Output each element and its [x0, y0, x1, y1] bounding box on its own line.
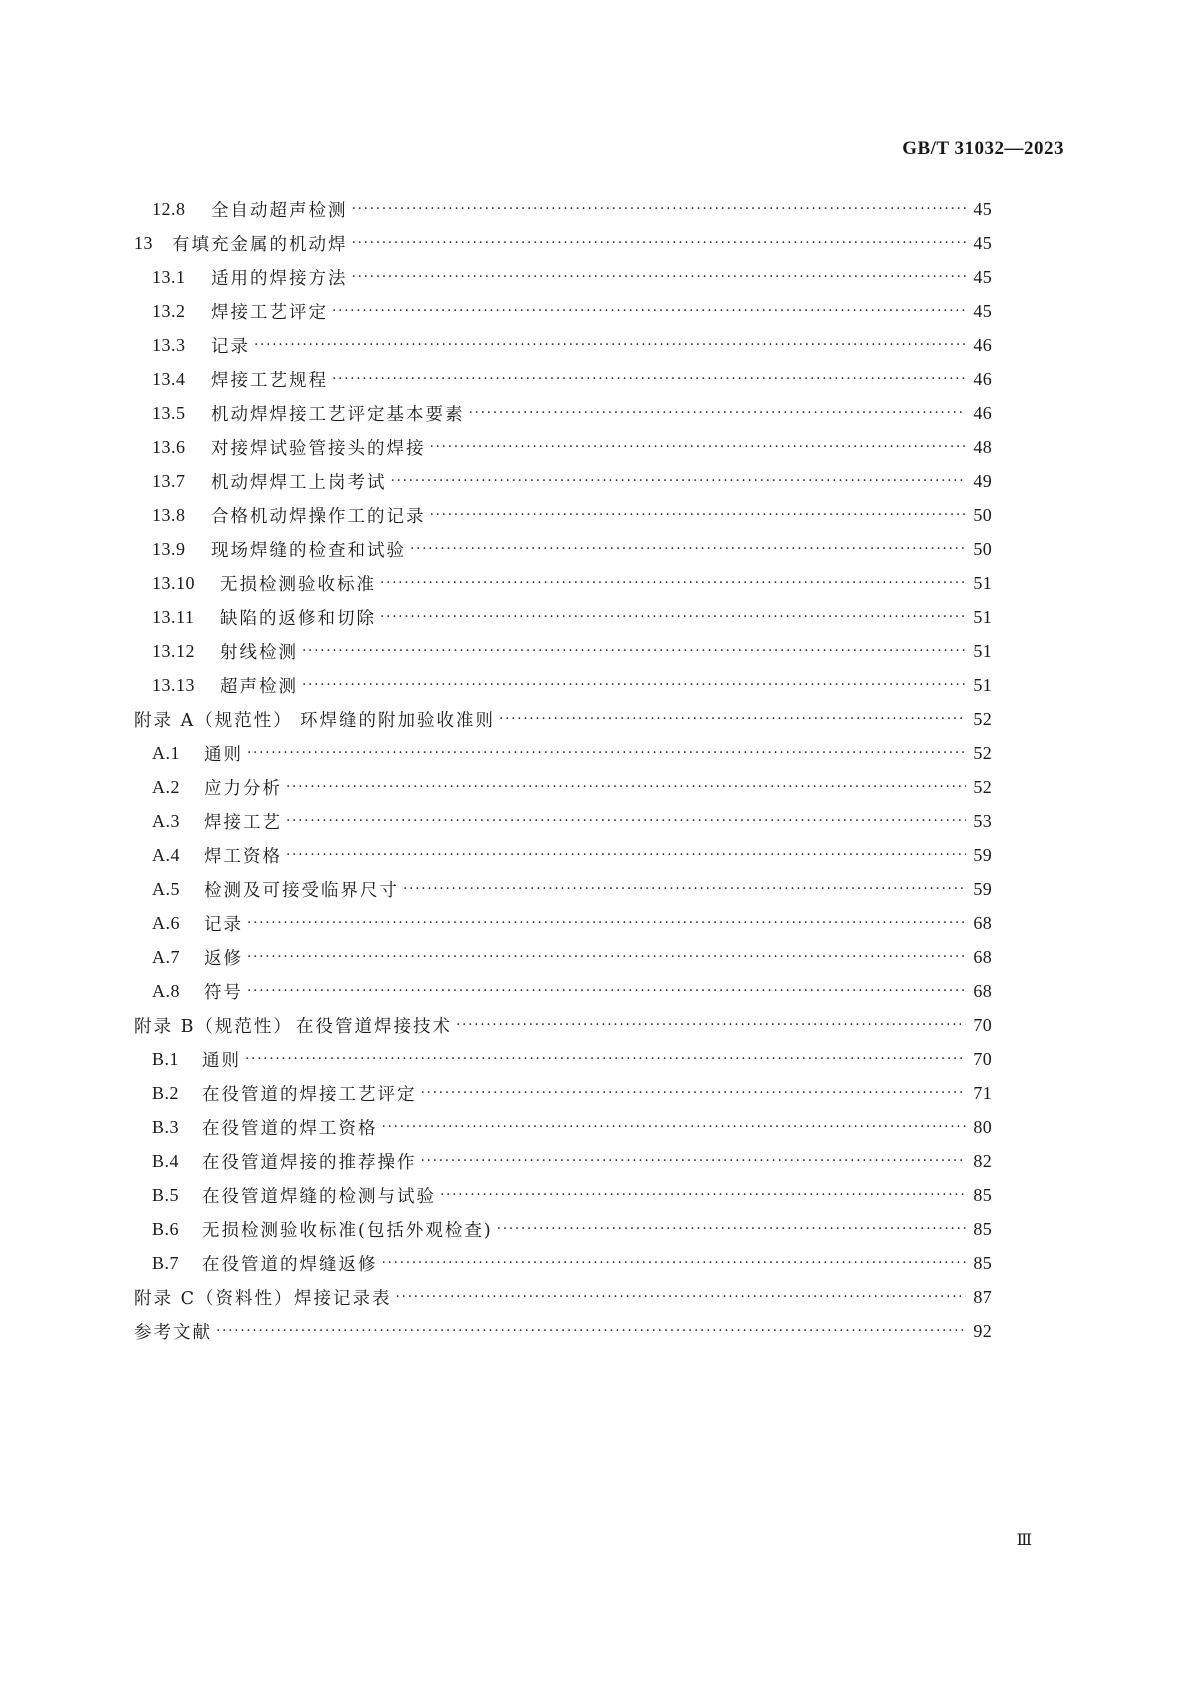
toc-entry[interactable]	[152, 1075, 992, 1111]
toc-references-entry[interactable]	[134, 1313, 992, 1349]
dot-leader	[410, 539, 966, 559]
toc-entry-page: 52	[973, 776, 992, 797]
dot-leader	[286, 811, 966, 831]
toc-entry-number: A.4	[152, 844, 180, 865]
dot-leader	[456, 1015, 966, 1035]
toc-entry-title: 在役管道的焊缝返修	[202, 1254, 378, 1275]
toc-appendix-entry[interactable]	[134, 701, 992, 737]
toc-entry-page: 46	[973, 334, 992, 355]
toc-entry-page: 49	[973, 470, 992, 491]
toc-entry-page: 59	[973, 844, 992, 865]
toc-entry-page: 50	[973, 504, 992, 525]
toc-entry-number: 13.9	[152, 538, 186, 559]
dot-leader	[380, 573, 966, 593]
toc-entry-page: 51	[973, 640, 992, 661]
toc-entry-title: 焊接工艺	[204, 812, 282, 833]
toc-entry-title: 超声检测	[220, 676, 298, 697]
toc-entry-page: 85	[973, 1252, 992, 1273]
toc-entry-number: B.1	[152, 1048, 180, 1069]
toc-entry-title: 射线检测	[220, 642, 298, 663]
toc-entry[interactable]	[152, 973, 992, 1009]
toc-entry-title: 在役管道的焊接工艺评定	[202, 1084, 417, 1105]
toc-entry-number: 13.5	[152, 402, 186, 423]
toc-entry-number: B.5	[152, 1184, 180, 1205]
toc-entry-title: 现场焊缝的检查和试验	[211, 540, 406, 561]
toc-entry-title: 对接焊试验管接头的焊接	[211, 438, 426, 459]
toc-entry-page: 71	[973, 1082, 992, 1103]
toc-entry-page: 52	[973, 742, 992, 763]
dot-leader	[391, 471, 967, 491]
toc-entry-page: 85	[973, 1218, 992, 1239]
dot-leader	[430, 505, 967, 525]
toc-entry-number: A.7	[152, 946, 180, 967]
toc-entry-number: 附录 B（规范性）	[134, 1016, 293, 1037]
dot-leader	[396, 1287, 967, 1307]
toc-entry[interactable]	[152, 1211, 992, 1247]
toc-entry-page: 85	[973, 1184, 992, 1205]
dot-leader	[421, 1151, 967, 1171]
toc-entry-title: 无损检测验收标准	[220, 574, 376, 595]
toc-entry-number: 13.2	[152, 300, 186, 321]
toc-entry-number: B.6	[152, 1218, 180, 1239]
toc-entry-number: B.3	[152, 1116, 180, 1137]
toc-entry-title: 焊工资格	[204, 846, 282, 867]
toc-entry-title: 应力分析	[204, 778, 282, 799]
toc-entry-number: 附录 A（规范性）	[134, 710, 293, 731]
toc-entry-number: A.5	[152, 878, 180, 899]
toc-entry[interactable]	[152, 327, 992, 363]
toc-entry-page: 70	[973, 1014, 992, 1035]
toc-entry[interactable]	[152, 259, 992, 295]
toc-entry-page: 68	[973, 912, 992, 933]
toc-entry-page: 70	[973, 1048, 992, 1069]
toc-entry[interactable]	[152, 429, 992, 465]
dot-leader	[286, 845, 966, 865]
toc-entry[interactable]	[152, 1177, 992, 1213]
toc-entry[interactable]	[152, 1143, 992, 1179]
toc-entry-page: 51	[973, 572, 992, 593]
toc-entry-title: 通则	[202, 1050, 241, 1071]
toc-entry-title: 在役管道的焊工资格	[202, 1118, 378, 1139]
toc-entry[interactable]	[152, 837, 992, 873]
toc-entry[interactable]	[152, 667, 992, 703]
dot-leader	[302, 675, 966, 695]
dot-leader	[286, 777, 966, 797]
toc-entry-page: 46	[973, 368, 992, 389]
toc-entry[interactable]	[152, 735, 992, 771]
toc-entry[interactable]	[152, 633, 992, 669]
toc-entry-number: A.3	[152, 810, 180, 831]
toc-entry-page: 50	[973, 538, 992, 559]
dot-leader	[499, 709, 966, 729]
toc-entry-title: 焊接记录表	[294, 1288, 392, 1309]
dot-leader	[352, 267, 967, 287]
toc-entry-number: 13.1	[152, 266, 186, 287]
toc-entry-page: 51	[973, 606, 992, 627]
toc-entry-title: 无损检测验收标准(包括外观检查)	[202, 1220, 493, 1241]
toc-entry-title: 合格机动焊操作工的记录	[211, 506, 426, 527]
dot-leader	[421, 1083, 967, 1103]
toc-entry-page: 48	[973, 436, 992, 457]
dot-leader	[497, 1219, 966, 1239]
dot-leader	[245, 1049, 966, 1069]
toc-entry[interactable]	[134, 225, 992, 261]
toc-entry[interactable]	[152, 293, 992, 329]
toc-entry-page: 45	[973, 266, 992, 287]
dot-leader	[247, 743, 966, 763]
toc-entry-title: 检测及可接受临界尺寸	[204, 880, 399, 901]
toc-entry-title: 符号	[204, 982, 243, 1003]
toc-entry[interactable]	[152, 769, 992, 805]
toc-entry-title: 全自动超声检测	[211, 200, 348, 221]
toc-entry-number: 13.4	[152, 368, 186, 389]
dot-leader	[302, 641, 966, 661]
toc-appendix-entry[interactable]	[134, 1279, 992, 1315]
toc-entry[interactable]	[152, 599, 992, 635]
toc-entry-number: B.2	[152, 1082, 180, 1103]
toc-entry-number: 13.7	[152, 470, 186, 491]
dot-leader	[382, 1253, 967, 1273]
toc-entry-page: 80	[973, 1116, 992, 1137]
dot-leader	[332, 369, 966, 389]
dot-leader	[382, 1117, 967, 1137]
toc-entry[interactable]	[152, 939, 992, 975]
toc-entry[interactable]	[152, 497, 992, 533]
toc-entry-title: 焊接工艺评定	[211, 302, 328, 323]
toc-entry-number: A.8	[152, 980, 180, 1001]
toc-entry[interactable]	[152, 395, 992, 431]
toc-entry-title: 在役管道焊接的推荐操作	[202, 1152, 417, 1173]
toc-entry-number: A.1	[152, 742, 180, 763]
toc-entry[interactable]	[152, 565, 992, 601]
toc-entry-title: 机动焊焊接工艺评定基本要素	[211, 404, 465, 425]
toc-entry[interactable]	[152, 905, 992, 941]
toc-entry-number: 13.11	[152, 606, 195, 627]
toc-entry[interactable]	[152, 1245, 992, 1281]
toc-entry-number: A.6	[152, 912, 180, 933]
toc-entry-title: 记录	[211, 336, 250, 357]
toc-entry[interactable]	[152, 463, 992, 499]
toc-entry-title: 焊接工艺规程	[211, 370, 328, 391]
toc-entry-title: 在役管道焊缝的检测与试验	[202, 1186, 436, 1207]
dot-leader	[247, 981, 966, 1001]
toc-entry-page: 92	[973, 1320, 992, 1341]
page-number: Ⅲ	[1016, 1532, 1033, 1549]
toc-entry-page: 52	[973, 708, 992, 729]
toc-entry-title: 通则	[204, 744, 243, 765]
toc-entry-number: B.4	[152, 1150, 180, 1171]
toc-entry-number: A.2	[152, 776, 180, 797]
toc-entry[interactable]	[152, 191, 992, 227]
toc-entry-title: 有填充金属的机动焊	[172, 234, 348, 255]
toc-entry-page: 45	[973, 300, 992, 321]
toc-entry-title: 机动焊焊工上岗考试	[211, 472, 387, 493]
toc-entry-page: 45	[973, 198, 992, 219]
toc-entry-page: 59	[973, 878, 992, 899]
toc-entry-title: 返修	[204, 948, 243, 969]
toc-entry-page: 45	[973, 232, 992, 253]
dot-leader	[352, 233, 967, 253]
standard-number: GB/T 31032—2023	[902, 138, 1064, 159]
toc-entry-page: 53	[973, 810, 992, 831]
toc-entry-title: 环焊缝的附加验收准则	[300, 710, 495, 731]
toc-entry-page: 51	[973, 674, 992, 695]
toc-entry-number: 附录 C（资料性）	[134, 1288, 294, 1309]
toc-entry-title: 缺陷的返修和切除	[220, 608, 376, 629]
dot-leader	[247, 913, 966, 933]
dot-leader	[430, 437, 967, 457]
toc-entry[interactable]	[152, 871, 992, 907]
dot-leader	[469, 403, 967, 423]
toc-entry-title: 适用的焊接方法	[211, 268, 348, 289]
toc-entry[interactable]	[152, 1041, 992, 1077]
toc-entry-number: 13.12	[152, 640, 195, 661]
dot-leader	[254, 335, 966, 355]
toc-entry-title: 记录	[204, 914, 243, 935]
dot-leader	[440, 1185, 966, 1205]
toc-entry-number: 13.8	[152, 504, 186, 525]
dot-leader	[352, 199, 967, 219]
toc-entry-title: 在役管道焊接技术	[296, 1016, 452, 1037]
toc-entry-number: 13.10	[152, 572, 195, 593]
toc-entry-number: 13.6	[152, 436, 186, 457]
dot-leader	[380, 607, 966, 627]
toc-entry-page: 82	[973, 1150, 992, 1171]
toc-entry-page: 68	[973, 980, 992, 1001]
toc-appendix-entry[interactable]	[134, 1007, 992, 1043]
toc-entry-page: 68	[973, 946, 992, 967]
dot-leader	[403, 879, 966, 899]
toc-entry[interactable]	[152, 803, 992, 839]
dot-leader	[247, 947, 966, 967]
toc-entry[interactable]	[152, 531, 992, 567]
toc-entry[interactable]	[152, 361, 992, 397]
toc-entry-number: 13.3	[152, 334, 186, 355]
toc-entry-number: B.7	[152, 1252, 180, 1273]
dot-leader	[216, 1321, 966, 1341]
toc-entry-number: 12.8	[152, 198, 186, 219]
toc-entry-number: 13.13	[152, 674, 195, 695]
toc-entry-number: 13	[134, 232, 153, 253]
toc-entry[interactable]	[152, 1109, 992, 1145]
toc-entry-page: 87	[973, 1286, 992, 1307]
toc-entry-page: 46	[973, 402, 992, 423]
toc-entry-title: 参考文献	[134, 1322, 212, 1343]
dot-leader	[332, 301, 966, 321]
